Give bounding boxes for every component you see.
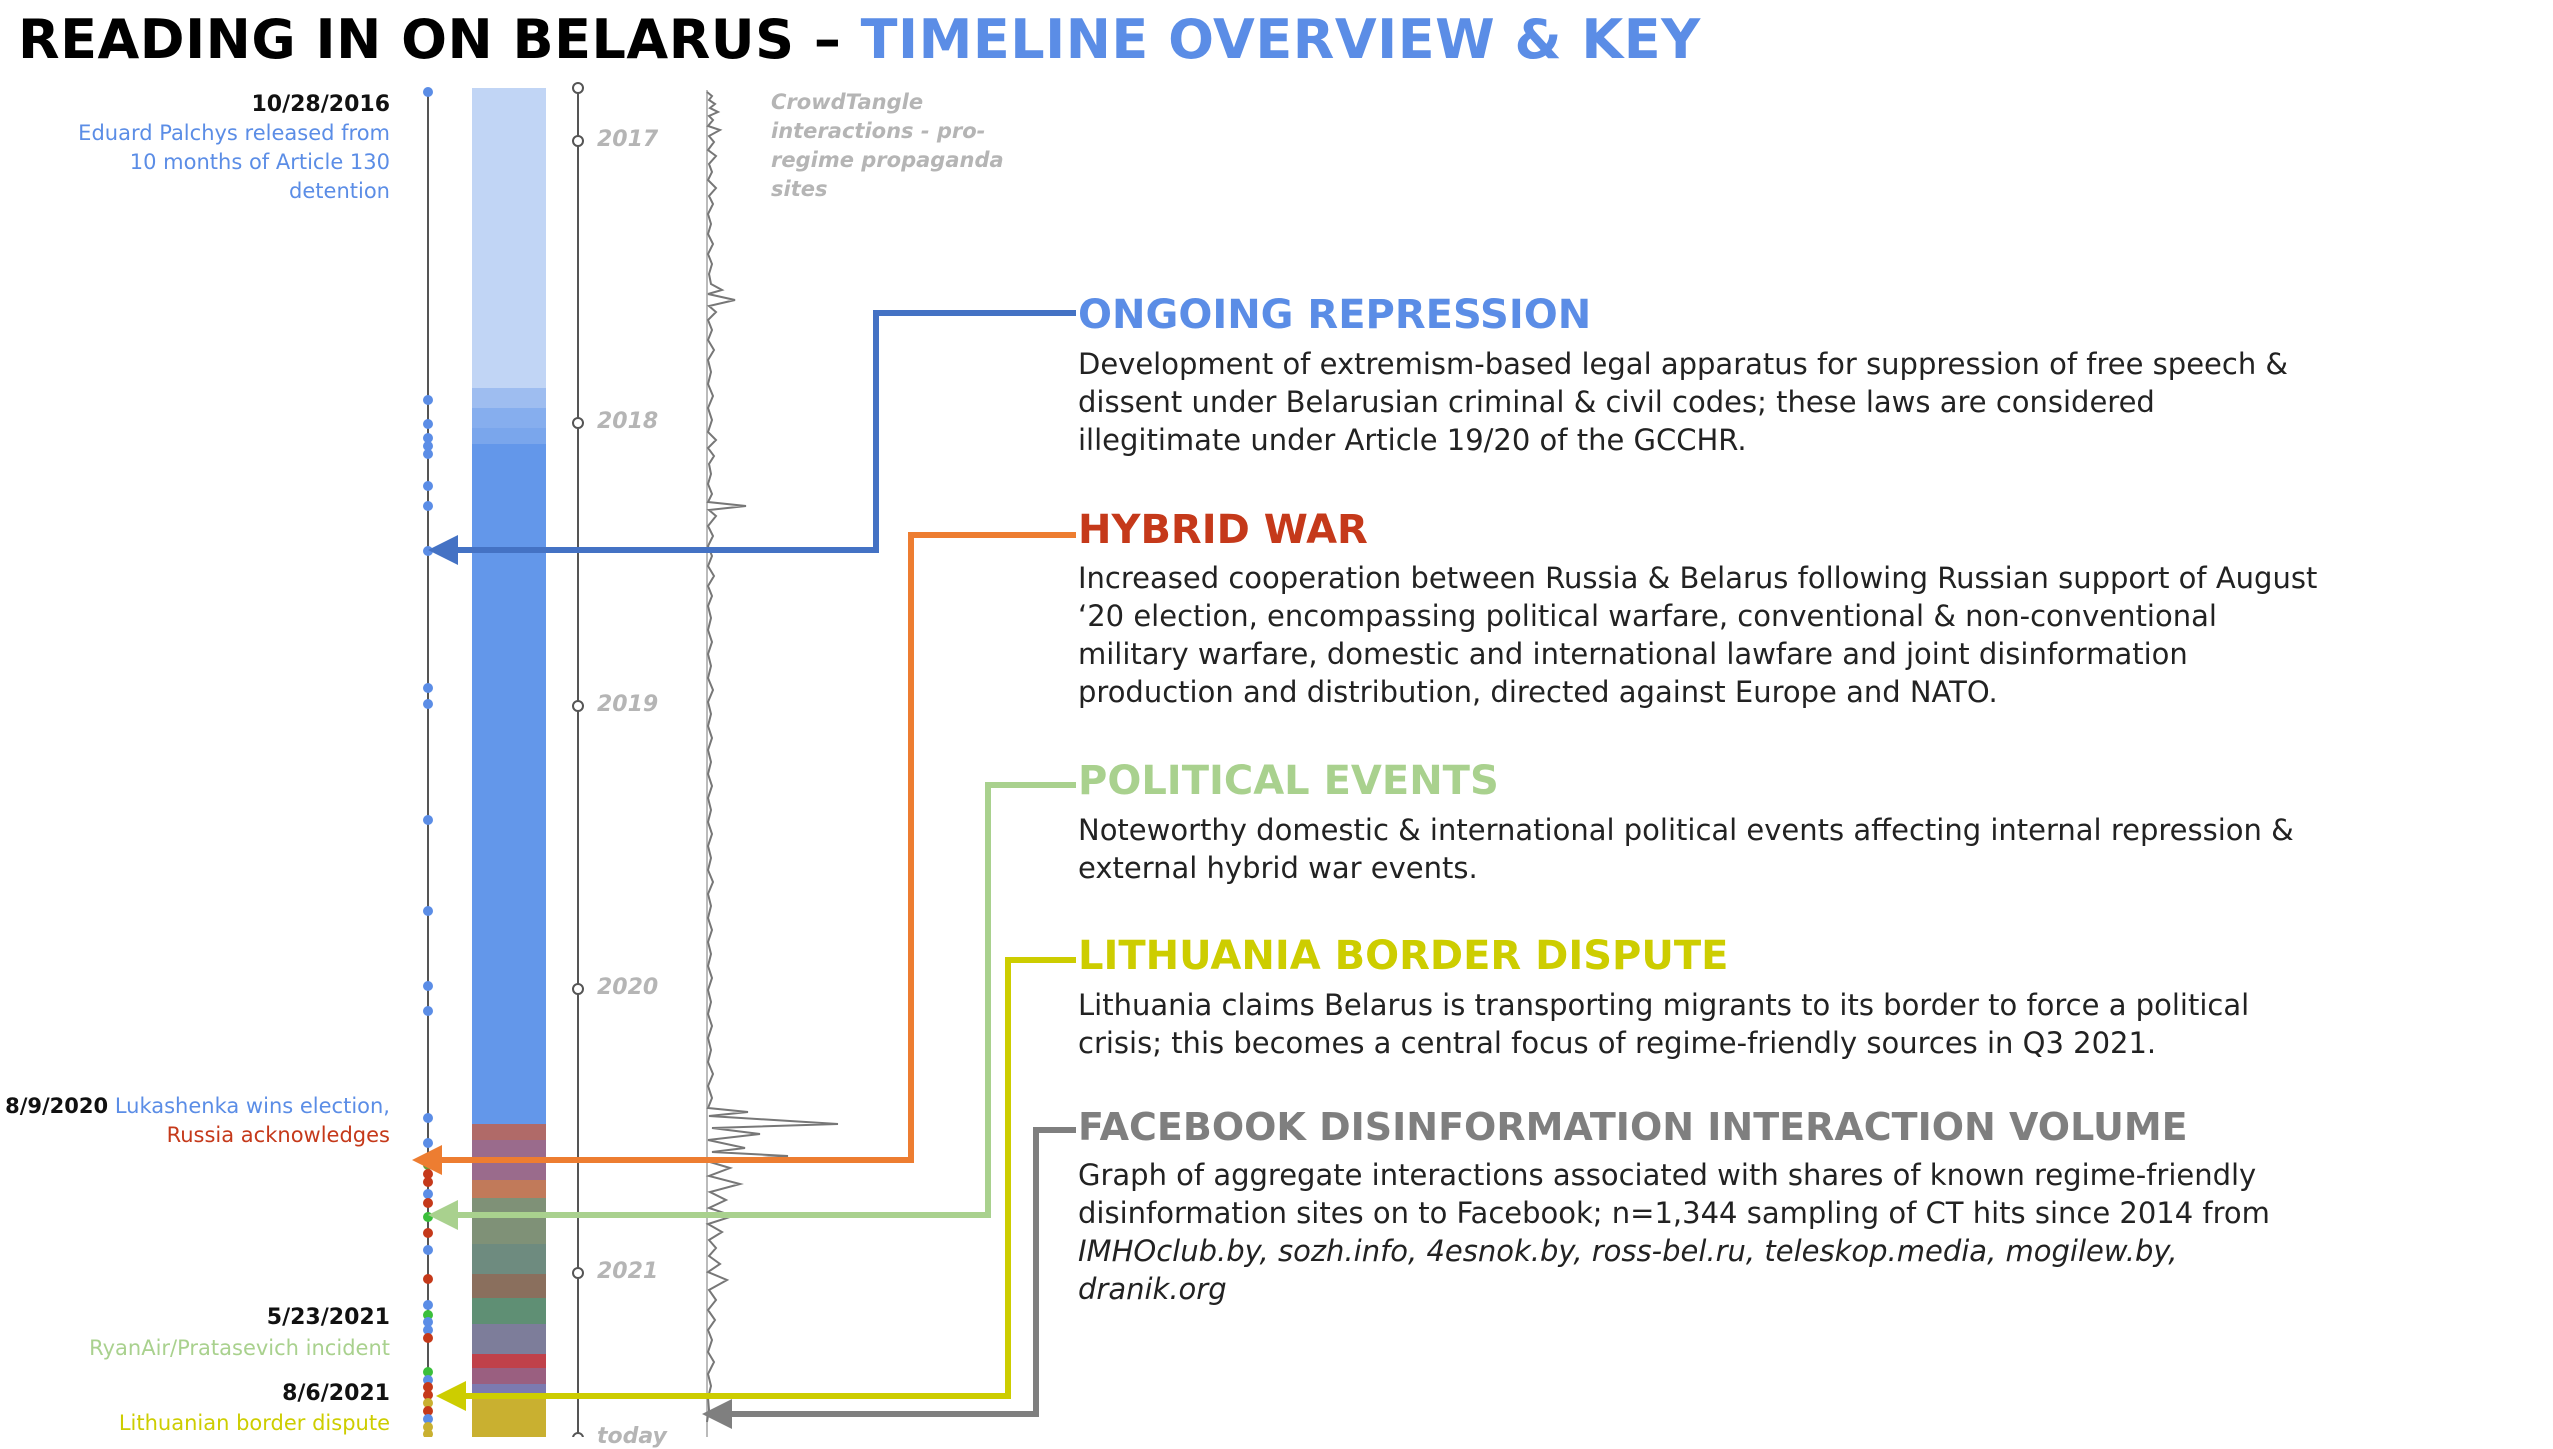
key-heading-facebook-volume: FACEBOOK DISINFORMATION INTERACTION VOLUME — [1078, 1105, 2188, 1149]
year-marker — [573, 136, 583, 146]
year-label-2020: 2020 — [597, 975, 659, 1000]
category-color-bar — [472, 88, 546, 1437]
event-date-election: 8/9/2020 — [5, 1094, 109, 1118]
bar-segment-transition-1 — [472, 388, 546, 408]
event-text-lithuania: Lithuanian border dispute — [118, 1411, 390, 1435]
volume-graph-line — [707, 92, 838, 1422]
key-desc-lithuania: Lithuania claims Belarus is transporting migrants to its border to force a political crisis; this becomes a central focus of regime-friendly sources in Q3 2021. — [1078, 988, 2250, 1060]
event-dot — [423, 546, 433, 556]
event-dot — [423, 449, 433, 459]
bar-segment-hybrid-1 — [472, 1124, 546, 1140]
key-desc-facebook-volume — [1078, 1156, 2318, 1308]
bar-segment-early — [472, 88, 546, 390]
bar-segment-transition-2 — [472, 408, 546, 428]
year-marker — [573, 418, 583, 428]
bar-segment-mixed-4 — [472, 1274, 546, 1298]
event-dot — [423, 501, 433, 511]
key-desc-hybrid-war: Increased cooperation between Russia & Belarus following Russian support of August ‘20 election, encompassing political warfare, conventional & non-conventional military warfare, domestic and international lawfare and joint disinformation production and distribution, directed against Europe and NATO. — [1078, 561, 2318, 709]
event-dot — [423, 1300, 433, 1310]
event-dot — [423, 1177, 433, 1187]
year-label-2021: 2021 — [597, 1259, 659, 1284]
key-desc-facebook-sites: IMHOclub.by, sozh.info, 4esnok.by, ross-bel.ru, teleskop.media, mogilew.by, dranik.org — [1078, 1234, 2178, 1306]
event-dot — [423, 683, 433, 693]
year-marker — [573, 1433, 583, 1437]
event-dot — [423, 1189, 433, 1199]
key-desc-facebook-text: Graph of aggregate interactions associated with shares of known regime-friendly disinformation sites on to Facebook; n=1,344 sampling of CT hits since 2014 from — [1078, 1158, 2270, 1230]
key-desc-political-events: Noteworthy domestic & international political events affecting internal repression & external hybrid war events. — [1078, 813, 2294, 885]
year-marker — [573, 701, 583, 711]
event-dot — [423, 981, 433, 991]
bar-segment-transition-3 — [472, 428, 546, 444]
year-marker — [573, 1268, 583, 1278]
event-election — [0, 1092, 390, 1150]
key-desc-repression: Development of extremism-based legal apparatus for suppression of free speech & dissent under Belarusian criminal & civil codes; these laws are considered illegitimate under Article 19/20 of the GCCHR. — [1078, 347, 2289, 457]
year-label-2019: 2019 — [597, 692, 659, 717]
event-dot — [423, 906, 433, 916]
event-date-lithuania: 8/6/2021 — [282, 1381, 390, 1406]
bar-segment-mixed-5 — [472, 1298, 546, 1324]
event-dot — [423, 1228, 433, 1238]
event-dot — [423, 481, 433, 491]
event-dot — [423, 1212, 433, 1222]
year-marker — [573, 83, 583, 93]
bar-segment-mixed-6 — [472, 1324, 546, 1354]
event-dot — [423, 1113, 433, 1123]
event-text-ryanair: RyanAir/Pratasevich incident — [89, 1336, 390, 1360]
key-heading-lithuania: LITHUANIA BORDER DISPUTE — [1078, 933, 1729, 979]
event-text-palchys: Eduard Palchys released from 10 months of Article 130 detention — [78, 121, 390, 203]
event-text-russia: Russia acknowledges — [166, 1123, 390, 1147]
event-dot — [423, 815, 433, 825]
event-dot — [423, 1138, 433, 1148]
connector-arrow-facebook-volume — [726, 1130, 1076, 1414]
bar-segment-repression — [472, 444, 546, 1124]
crowdtangle-label: CrowdTangle interactions - pro-regime propaganda sites — [771, 90, 1004, 201]
bar-segment-mixed-7 — [472, 1354, 546, 1368]
title-main: READING IN ON BELARUS – — [18, 8, 842, 71]
event-dot — [423, 699, 433, 709]
key-heading-political-events: POLITICAL EVENTS — [1078, 758, 1499, 804]
bar-segment-mixed-2 — [472, 1198, 546, 1244]
connector-arrow-lithuania — [460, 960, 1076, 1396]
event-date-ryanair: 5/23/2021 — [266, 1305, 390, 1330]
year-label-2018: 2018 — [597, 409, 659, 434]
key-heading-hybrid-war: HYBRID WAR — [1078, 507, 1368, 553]
event-date-palchys: 10/28/2016 — [251, 92, 390, 117]
event-dot — [423, 395, 433, 405]
event-dot — [423, 1245, 433, 1255]
event-dot — [423, 1160, 433, 1170]
event-dot — [423, 1274, 433, 1284]
bar-segment-mixed-1 — [472, 1180, 546, 1198]
event-text-election: Lukashenka wins election, — [114, 1094, 390, 1118]
year-label-2017: 2017 — [597, 127, 659, 152]
event-dot — [423, 1006, 433, 1016]
title-accent: TIMELINE OVERVIEW & KEY — [860, 8, 1701, 71]
event-dot — [423, 1198, 433, 1208]
key-heading-repression: ONGOING REPRESSION — [1078, 292, 1592, 338]
bar-segment-lithuania — [472, 1398, 546, 1437]
event-dot — [423, 87, 433, 97]
year-label-today: today — [597, 1424, 667, 1449]
bar-segment-mixed-3 — [472, 1244, 546, 1274]
year-marker — [573, 984, 583, 994]
event-dot — [423, 1333, 433, 1343]
event-dot — [423, 419, 433, 429]
bar-segment-mixed-8 — [472, 1368, 546, 1384]
